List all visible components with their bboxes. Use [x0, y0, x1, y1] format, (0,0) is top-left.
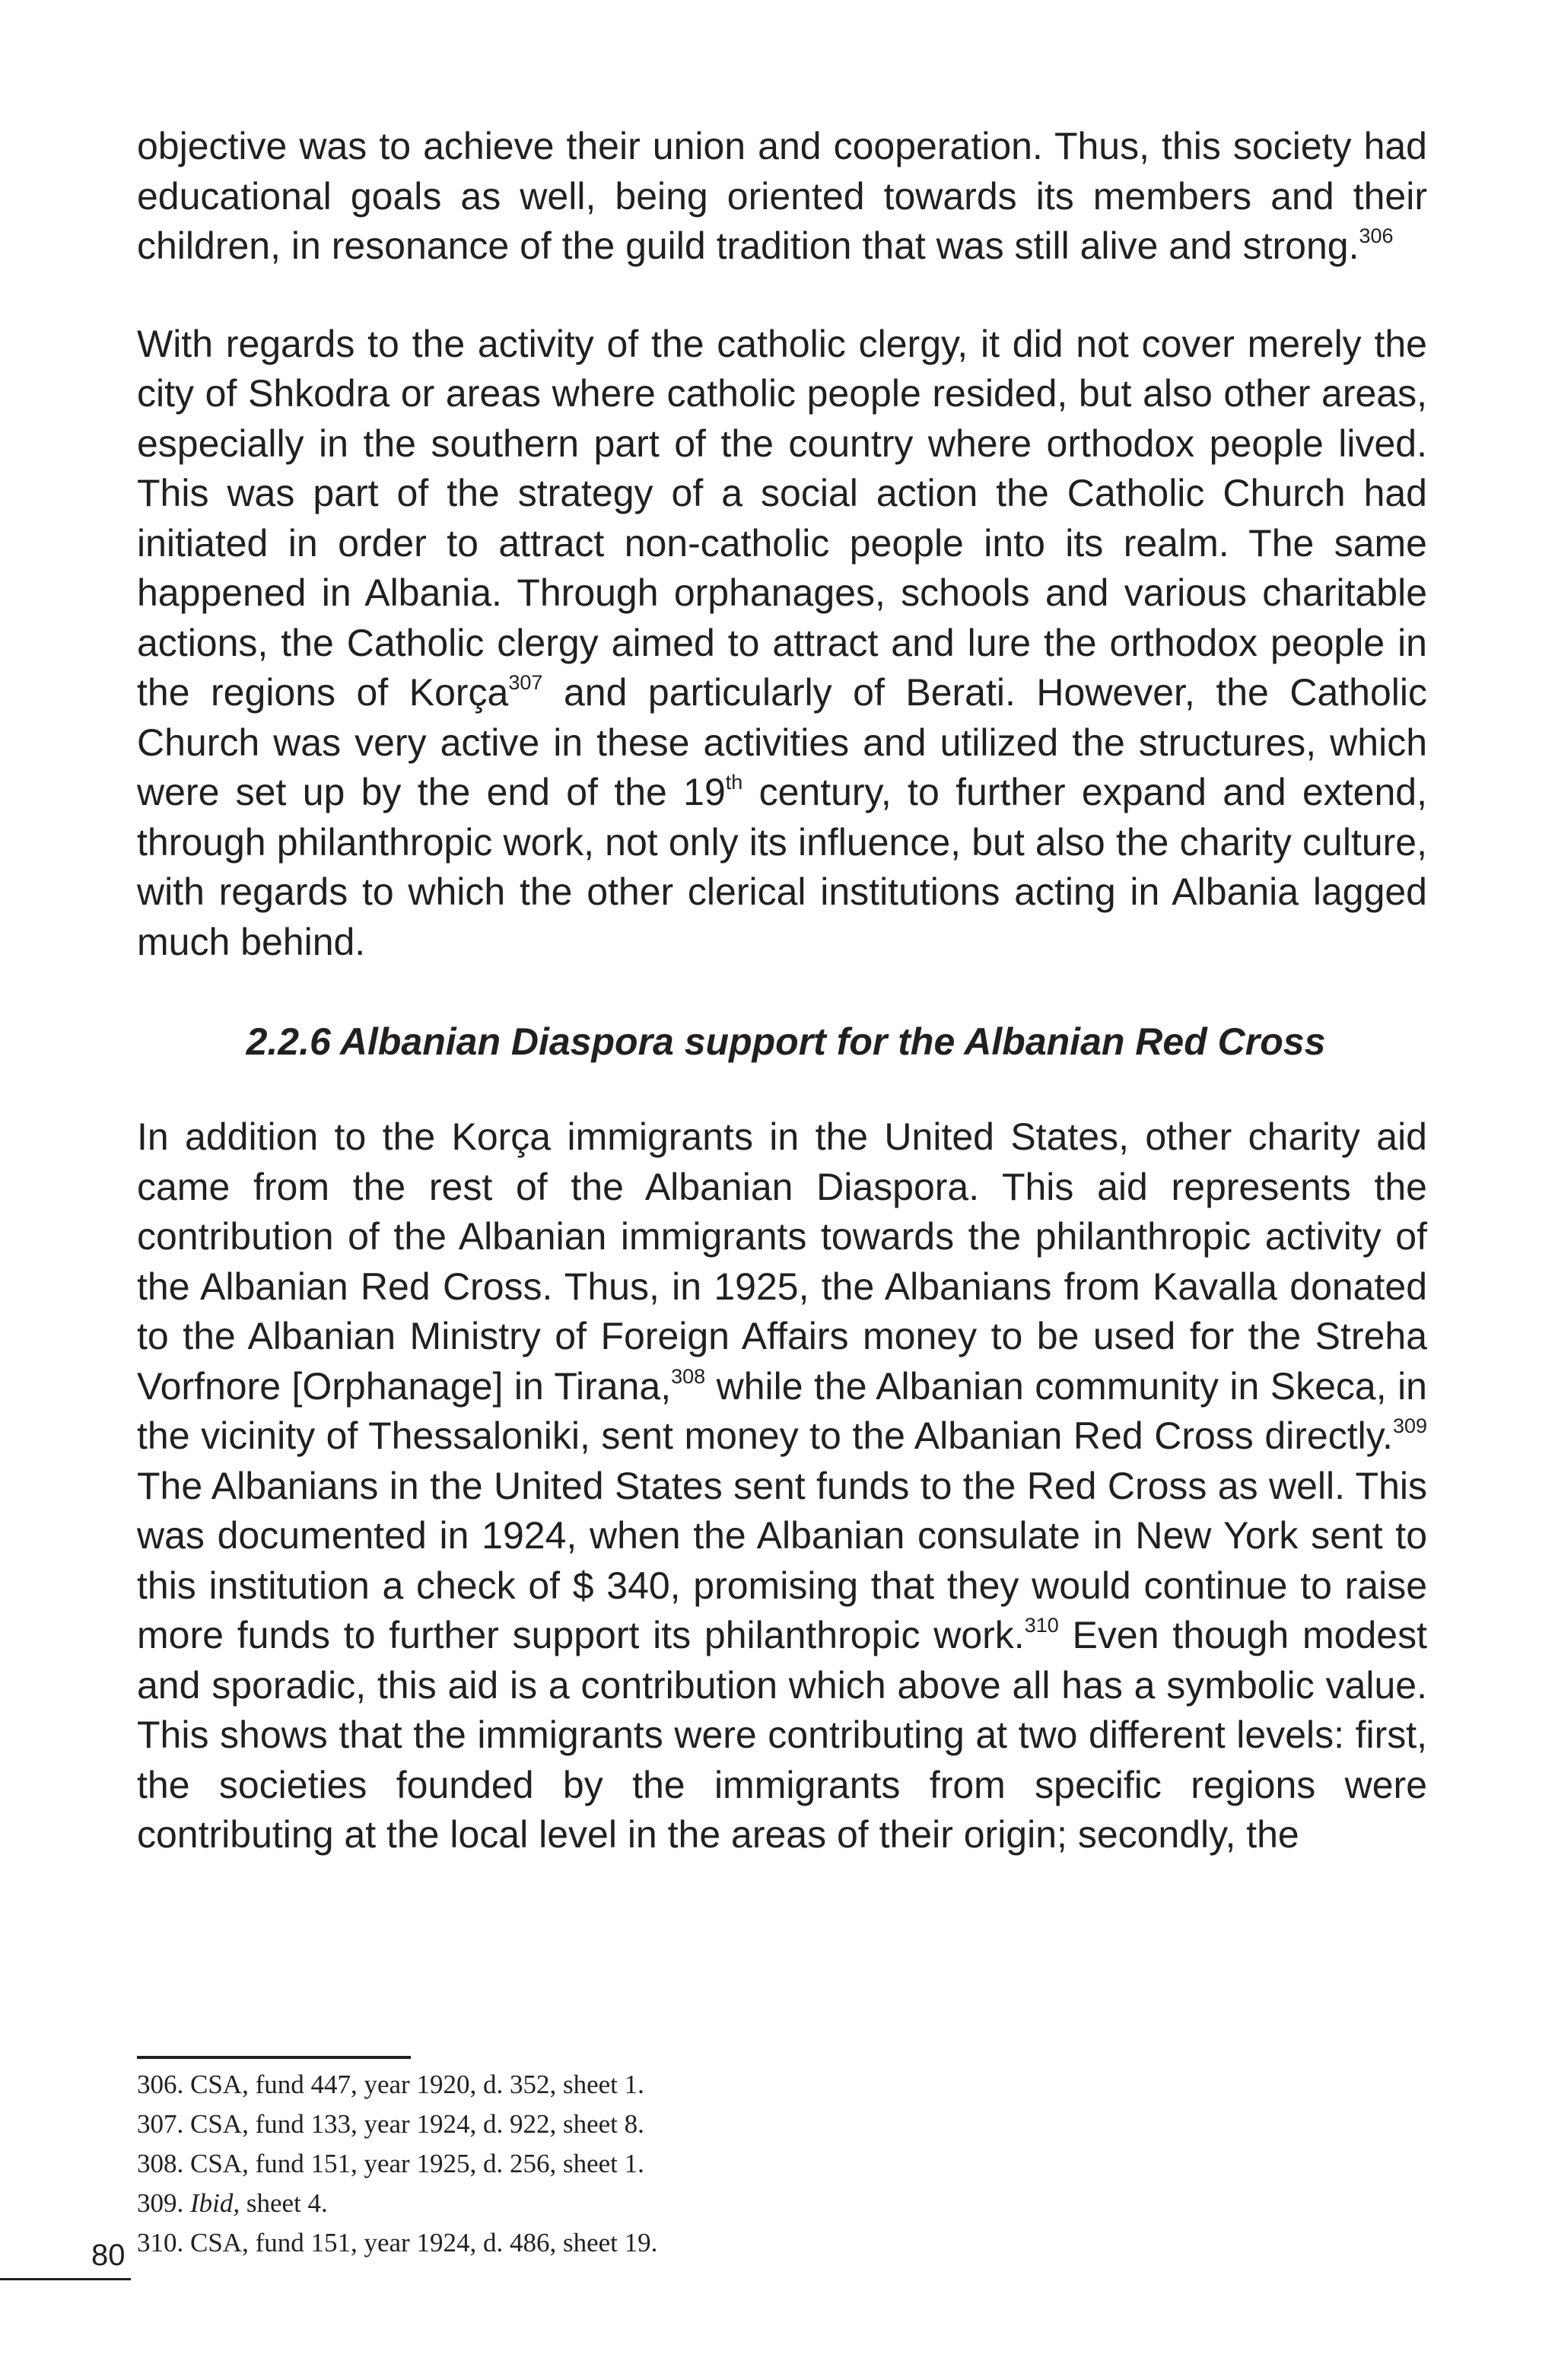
footnote-307: 307. CSA, fund 133, year 1924, d. 922, sheet 8. [137, 2109, 644, 2139]
footnote-ref-308[interactable]: 308 [671, 1364, 706, 1388]
paragraph-2: With regards to the activity of the catholic clergy, it did not cover merely the city of Shkodra or areas where catholic people resided, but also other areas, especially in the southern part of the country where orthodox people lived. This was part of the strategy of a social action the Catholic Church had initiated in order to attract non-catholic people into its realm. The same happened in Albania. Through orphanages, schools and various charitable actions, the Catholic clergy aimed to attract and lure the orthodox people in the regions of Korça$^{307}$ and particularly of Berati. However, the Catholic Church was very active in these activities and utilized the structures, which were set up by the end of the 19th century, to further expand and extend, through philanthropic work, not only its influence, but also the charity culture, with regards to which the other clerical institutions acting in Albania lagged much behind. [137, 322, 1427, 963]
footnote-310: 310. CSA, fund 151, year 1924, d. 486, sheet 19. [137, 2228, 658, 2258]
paragraph-3: In addition to the Korça immigrants in the United States, other charity aid came from the rest of the Albanian Diaspora. This aid represents the contribution of the Albanian immigrants towards the philanthropic activity of the Albanian Red Cross. Thus, in 1925, the Albanians from Kavalla donated to the Albanian Ministry of Foreign Affairs money to be used for the Streha Vorfnore [Orphanage] in Tirana,$^{308}$ while the Albanian community in Skeca, in the vicinity of Thessaloniki, sent money to the Albanian Red Cross directly.$^{309}$ The Albanians in the United States sent funds to the Red Cross as well. This was documented in 1924, when the Albanian consulate in New York sent to this institution a check of $ 340, promising that they would continue to raise more funds to further support its philanthropic work.$^{310}$ Even though modest and sporadic, this aid is a contribution which above all has a symbolic value. This shows that the immigrants were contributing at two different levels: first, the societies founded by the immigrants from specific regions were contributing at the local level in the areas of their origin; secondly, the [137, 1115, 1427, 1856]
section-heading: 2.2.6 Albanian Diaspora support for the Albanian Red Cross [246, 1020, 1326, 1063]
footnote-ref-310[interactable]: 310 [1024, 1614, 1059, 1637]
page-number: 80 [91, 2238, 126, 2272]
footnote-309: 309. Ibid, sheet 4. [137, 2188, 328, 2218]
page-body [137, 122, 1427, 1860]
page-number-rule [0, 2278, 131, 2280]
footnote-ref-307[interactable]: 307 [508, 671, 543, 694]
footnote-ref-309[interactable]: 309 [1392, 1414, 1427, 1437]
footnote-divider [137, 2056, 411, 2059]
ordinal-suffix: th [725, 771, 743, 794]
footnote-308: 308. CSA, fund 151, year 1925, d. 256, sheet 1. [137, 2149, 644, 2178]
paragraph-1: objective was to achieve their union and cooperation. Thus, this society had educational goals as well, being oriented towards its members and their children, in resonance of the guild tradition that was still alive and strong.$^{306}$ [137, 125, 1427, 267]
footnote-306: 306. CSA, fund 447, year 1920, d. 352, sheet 1. [137, 2070, 644, 2099]
footnotes [137, 2065, 1427, 2263]
footnote-ref-306[interactable]: 306 [1359, 224, 1394, 247]
